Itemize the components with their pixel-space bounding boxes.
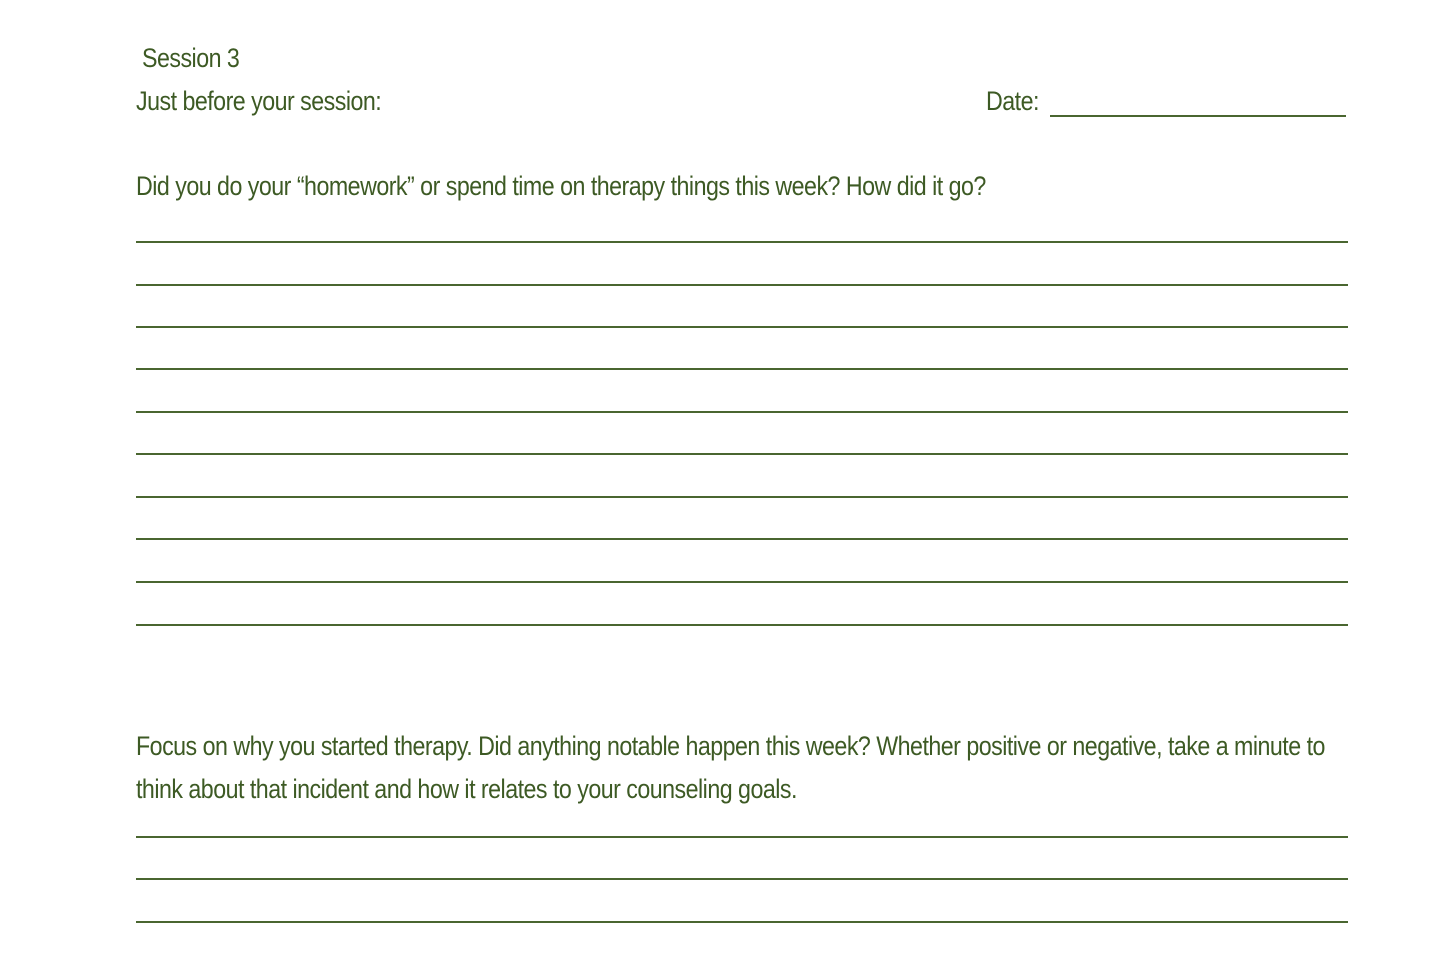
answer-line-q1-7[interactable] — [136, 496, 1348, 498]
question-focus-why: Focus on why you started therapy. Did anything notable happen this week? Whether positive or negative, take a minute to think about that incident and how it relates to your counseling goals. — [136, 731, 1325, 804]
answer-line-q1-5[interactable] — [136, 411, 1348, 413]
question-homework: Did you do your “homework” or spend time on therapy things this week? How did it go? — [136, 171, 986, 201]
date-field-line[interactable] — [1050, 115, 1346, 117]
answer-line-q2-3[interactable] — [136, 921, 1348, 923]
answer-line-q1-8[interactable] — [136, 538, 1348, 540]
answer-line-q1-4[interactable] — [136, 368, 1348, 370]
answer-line-q1-6[interactable] — [136, 453, 1348, 455]
before-session-label: Just before your session: — [136, 86, 382, 116]
answer-line-q1-2[interactable] — [136, 284, 1348, 286]
answer-line-q2-1[interactable] — [136, 836, 1348, 838]
answer-line-q2-2[interactable] — [136, 878, 1348, 880]
answer-line-q1-10[interactable] — [136, 624, 1348, 626]
answer-line-q1-3[interactable] — [136, 326, 1348, 328]
answer-line-q1-9[interactable] — [136, 581, 1348, 583]
date-label: Date: — [986, 86, 1039, 116]
answer-line-q1-1[interactable] — [136, 241, 1348, 243]
session-title: Session 3 — [142, 43, 240, 73]
